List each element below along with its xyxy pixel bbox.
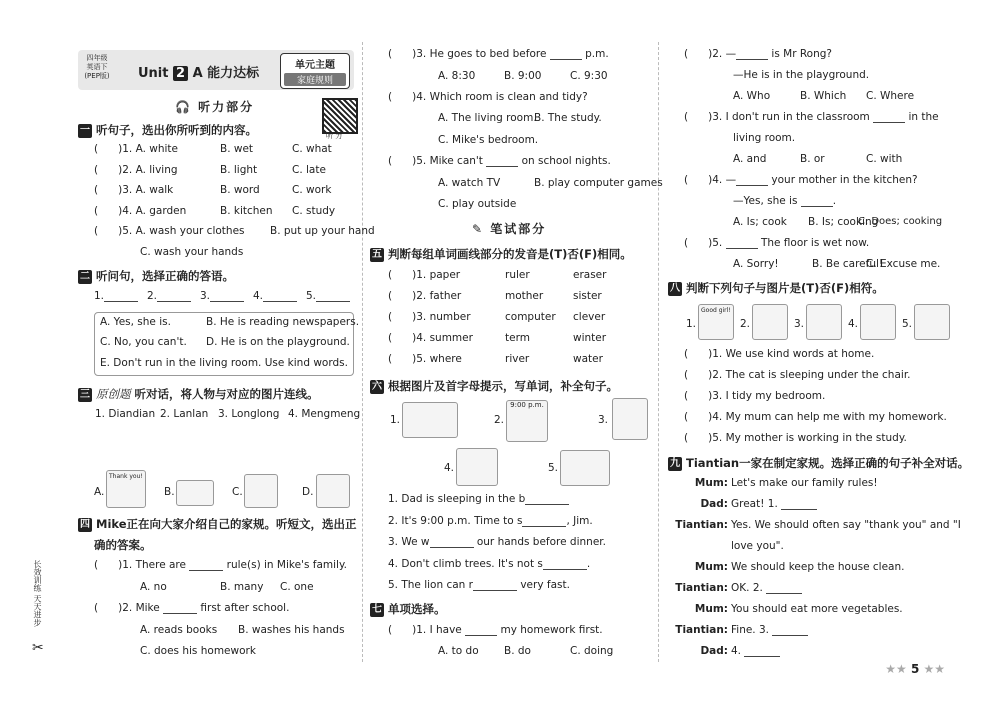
- s4-q2-a: A. reads books: [140, 624, 218, 636]
- s2-opt-b: B. He is reading newspapers.: [206, 316, 360, 328]
- s4-q2: ( )2. Mike first after school.: [94, 602, 290, 614]
- section-8-title: 八 判断下列句子与图片是(T)否(F)相符。: [670, 281, 884, 295]
- picture-b: [176, 480, 214, 506]
- s5-word-2: mother: [505, 290, 544, 302]
- s2-opt-d: D. He is on the playground.: [206, 336, 350, 348]
- s1-opt-c: C. what: [292, 143, 332, 155]
- s9-speaker: Tiantian:: [675, 582, 728, 594]
- s5-word-2: river: [505, 353, 530, 365]
- s5-row: ( )1. paper: [388, 269, 461, 281]
- s4-q4: ( )4. Which room is clean and tidy?: [388, 91, 588, 103]
- s7-q5-c: C. Excuse me.: [866, 258, 941, 270]
- s6-picture-girl: [612, 398, 648, 440]
- s8-statement: ( )4. My mum can help me with my homework.: [684, 411, 947, 423]
- s5-row: ( )3. number: [388, 311, 471, 323]
- s8-picture: [752, 304, 788, 340]
- s9-utterance: Great! 1.: [731, 498, 817, 510]
- s8-picture: [860, 304, 896, 340]
- s8-statement: ( )3. I tidy my bedroom.: [684, 390, 826, 402]
- s7-q5: ( )5. The floor is wet now.: [684, 237, 870, 249]
- s1-opt-c: C. late: [292, 163, 326, 176]
- name-diandian: 1. Diandian: [95, 408, 156, 420]
- listening-title: 🎧 听力部分: [175, 100, 255, 114]
- s8-picture: [806, 304, 842, 340]
- s1-opt-b: B. put up your hand: [270, 225, 375, 237]
- s7-q1-b: B. do: [504, 645, 531, 657]
- s9-utterance: 4.: [731, 645, 780, 657]
- section-6-title: 六 根据图片及首字母提示，写单词，补全句子。: [372, 379, 618, 393]
- s5-row: ( )4. summer: [388, 332, 473, 344]
- s6-pic-label-3: 3.: [598, 414, 609, 426]
- s7-q3-a: A. and: [733, 153, 767, 165]
- qr-label: 听 力: [326, 132, 343, 140]
- name-lanlan: 2. Lanlan: [160, 408, 209, 420]
- s4-q1-c: C. one: [280, 581, 314, 593]
- s2-blank[interactable]: 2.: [147, 290, 191, 302]
- s6-sentence: 5. The lion can r very fast.: [388, 579, 570, 591]
- s7-q4-b: B. Is; cooking: [808, 216, 879, 228]
- picture-c: [244, 474, 278, 508]
- s1-opt-c: C. study: [292, 204, 336, 217]
- s5-word-2: computer: [505, 311, 556, 323]
- section-4-title: 四 Mike正在向大家介绍自己的家规。听短文，选出正: [80, 517, 357, 531]
- s4-q1: ( )1. There are rule(s) in Mike's family.: [94, 559, 348, 571]
- s9-utterance: We should keep the house clean.: [731, 561, 905, 573]
- s7-q4-answer: —Yes, she is .: [733, 195, 837, 207]
- s6-pic-label-5: 5.: [548, 462, 559, 474]
- s8-pic-label: 4.: [848, 318, 859, 330]
- s9-utterance: OK. 2.: [731, 582, 802, 594]
- s8-pic-label: 5.: [902, 318, 913, 330]
- pic-label-b: B.: [164, 486, 175, 498]
- name-longlong: 3. Longlong: [218, 408, 280, 420]
- s5-row: ( )2. father: [388, 290, 462, 302]
- s4-q3-c: C. 9:30: [570, 70, 608, 82]
- s4-q2-b: B. washes his hands: [238, 624, 345, 636]
- s2-opt-a: A. Yes, she is.: [100, 316, 171, 328]
- s2-blank[interactable]: 1.: [94, 290, 138, 302]
- s8-statement: ( )2. The cat is sleeping under the chair.: [684, 369, 911, 381]
- pic-label-a: A.: [94, 486, 105, 498]
- s7-q1-a: A. to do: [438, 645, 479, 657]
- s4-q2-c: C. does his homework: [140, 645, 256, 657]
- s6-picture-clock: 9:00 p.m.: [506, 400, 548, 442]
- s4-q5-c: C. play outside: [438, 198, 517, 210]
- s9-speaker: Tiantian:: [675, 519, 728, 531]
- section-9-title: 九 Tiantian一家在制定家规。选择正确的句子补全对话。: [670, 456, 970, 470]
- s8-picture: Good girl!: [698, 304, 734, 340]
- s9-utterance: Fine. 3.: [731, 624, 808, 636]
- s9-speaker: Mum:: [694, 561, 728, 573]
- s4-q3-b: B. 9:00: [504, 70, 542, 82]
- s1-opt-c: C. work: [292, 184, 332, 196]
- section-2-title: 二 听问句，选择正确的答语。: [80, 269, 234, 283]
- s7-q2-answer: —He is in the playground.: [733, 69, 870, 81]
- s6-picture-bed: [402, 402, 458, 438]
- name-mengmeng: 4. Mengmeng: [288, 408, 361, 420]
- theme-box: 单元主题 家庭规则: [280, 53, 350, 89]
- section-7-title: 七 单项选择。: [372, 602, 446, 616]
- section-3-title: 三 原创题 听对话，将人物与对应的图片连线。: [80, 387, 319, 401]
- s6-picture-climb: [456, 448, 498, 486]
- s6-pic-label-4: 4.: [444, 462, 455, 474]
- s4-q4-a: A. The living room.: [438, 112, 537, 124]
- s6-pic-label-2: 2.: [494, 414, 505, 426]
- s1-row: ( )5. A. wash your clothes: [94, 225, 245, 237]
- picture-d: [316, 474, 350, 508]
- s9-speaker: Dad:: [700, 645, 728, 657]
- qr-code[interactable]: [322, 98, 358, 134]
- s7-q2-c: C. Where: [866, 90, 915, 102]
- s6-pic-label-1: 1.: [390, 414, 401, 426]
- s9-speaker: Mum:: [694, 603, 728, 615]
- s5-word-3: water: [573, 353, 603, 365]
- s5-word-3: winter: [573, 332, 607, 344]
- s1-opt-b: B. wet: [220, 143, 254, 155]
- scissors-icon: ✂: [32, 640, 44, 656]
- s6-sentence: 3. We w our hands before dinner.: [388, 536, 606, 548]
- s1-opt-b: B. word: [220, 184, 260, 196]
- s7-q5-b: B. Be careful!: [812, 258, 884, 270]
- s4-q5-a: A. watch TV: [438, 177, 501, 189]
- s6-sentence: 1. Dad is sleeping in the b: [388, 493, 569, 505]
- s5-row: ( )5. where: [388, 353, 462, 365]
- s4-q1-a: A. no: [140, 581, 167, 593]
- s1-extra-option: C. wash your hands: [140, 246, 244, 258]
- s9-utterance: Let's make our family rules!: [731, 477, 878, 489]
- s7-q5-a: A. Sorry!: [733, 258, 779, 270]
- section-5-title: 五 判断每组单词画线部分的发音是(T)否(F)相同。: [372, 247, 632, 261]
- s4-q4-b: B. The study.: [534, 112, 602, 124]
- writing-title: ✎ 笔试部分: [472, 222, 547, 236]
- s8-statement: ( )5. My mother is working in the study.: [684, 432, 907, 444]
- s2-opt-e: E. Don't run in the living room. Use kind words.: [100, 357, 348, 369]
- s5-word-3: clever: [573, 311, 606, 323]
- s9-utterance: Yes. We should often say "thank you" and "I: [731, 519, 961, 531]
- picture-a: Thank you!: [106, 470, 146, 508]
- page-footer: ★★ 5 ★★: [885, 662, 945, 676]
- s4-q5-b: B. play computer games: [534, 177, 663, 189]
- s9-speaker: Dad:: [700, 498, 728, 510]
- s7-q4: ( )4. — your mother in the kitchen?: [684, 174, 918, 186]
- unit-title: Unit 2 A 能力达标: [138, 66, 260, 81]
- s7-q2: ( )2. — is Mr Rong?: [684, 48, 833, 60]
- s1-row: ( )3. A. walk: [94, 184, 174, 196]
- s4-q3: ( )3. He goes to bed before p.m.: [388, 48, 609, 60]
- s9-utterance: love you".: [731, 540, 784, 552]
- s2-opt-c: C. No, you can't.: [100, 336, 187, 348]
- s9-utterance: You should eat more vegetables.: [731, 603, 903, 615]
- s1-opt-b: B. light: [220, 163, 258, 176]
- s7-q1-c: C. doing: [570, 645, 614, 657]
- s6-sentence: 2. It's 9:00 p.m. Time to s , Jim.: [388, 514, 593, 527]
- s5-word-2: ruler: [505, 269, 530, 281]
- s1-row: ( )4. A. garden: [94, 204, 187, 217]
- s7-q2-a: A. Who: [733, 90, 771, 102]
- s8-picture: [914, 304, 950, 340]
- s2-blank[interactable]: 4.: [253, 290, 297, 302]
- s2-blank[interactable]: 5.: [306, 290, 350, 302]
- s1-row: ( )1. A. white: [94, 143, 178, 155]
- s4-q3-a: A. 8:30: [438, 70, 476, 82]
- s8-pic-label: 1.: [686, 318, 697, 330]
- s5-word-3: sister: [573, 290, 602, 302]
- s4-q5: ( )5. Mike can't on school nights.: [388, 155, 611, 167]
- s1-opt-b: B. kitchen: [220, 204, 273, 217]
- grade-label: 四年级 英语下 (PEP版): [84, 54, 110, 80]
- s8-pic-label: 2.: [740, 318, 751, 330]
- s9-speaker: Mum:: [694, 477, 728, 489]
- s6-sentence: 4. Don't climb trees. It's not s .: [388, 557, 591, 570]
- side-slogan: 长效训练 天天进步: [33, 560, 42, 627]
- s1-row: ( )2. A. living: [94, 163, 178, 176]
- s8-statement: ( )1. We use kind words at home.: [684, 348, 875, 360]
- s7-q3: ( )3. I don't run in the classroom in the: [684, 111, 939, 123]
- pic-label-d: D.: [302, 486, 314, 498]
- s2-blank[interactable]: 3.: [200, 290, 244, 302]
- s7-q2-b: B. Which: [800, 90, 847, 102]
- s6-picture-lion: [560, 450, 610, 486]
- s4-q4-c: C. Mike's bedroom.: [438, 134, 539, 146]
- s7-q4-a: A. Is; cook: [733, 216, 787, 228]
- s9-speaker: Tiantian:: [675, 624, 728, 636]
- s7-q3-cont: living room.: [733, 132, 796, 144]
- section-1-title: 一 听句子，选出你所听到的内容。: [80, 123, 257, 137]
- section-4-title-cont: 确的答案。: [94, 538, 152, 552]
- unit-header: [78, 50, 354, 90]
- s7-q3-c: C. with: [866, 153, 903, 165]
- s7-q3-b: B. or: [800, 153, 825, 165]
- pic-label-c: C.: [232, 486, 243, 498]
- s5-word-3: eraser: [573, 269, 607, 281]
- s5-word-2: term: [505, 332, 530, 344]
- s4-q1-b: B. many: [220, 581, 264, 593]
- s7-q1: ( )1. I have my homework first.: [388, 624, 603, 636]
- s7-q4-c: C. Does; cooking: [858, 216, 943, 227]
- s8-pic-label: 3.: [794, 318, 805, 330]
